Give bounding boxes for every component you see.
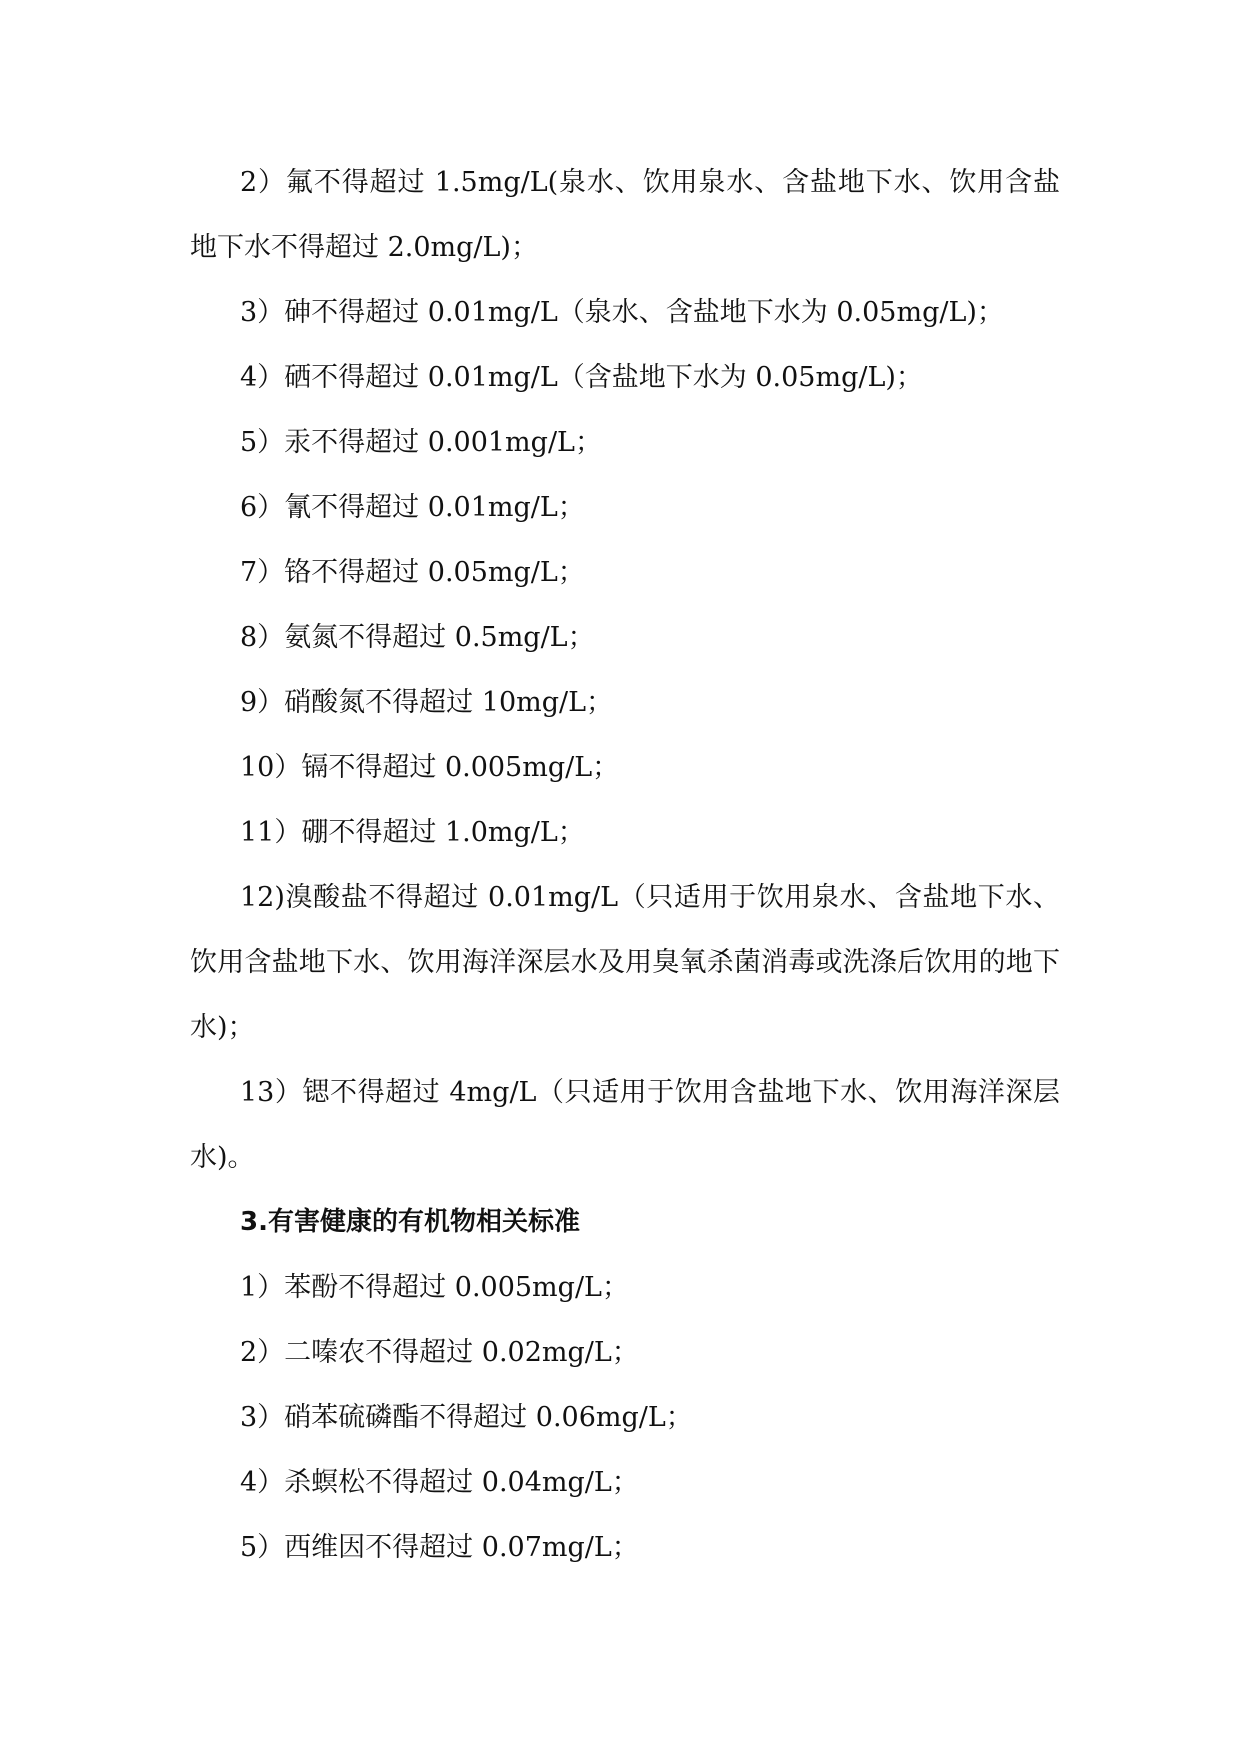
paragraph-chromium: 7）铬不得超过 0.05mg/L； — [240, 557, 585, 588]
paragraph-cadmium: 10）镉不得超过 0.005mg/L； — [240, 752, 620, 783]
paragraph-carbaryl: 5）西维因不得超过 0.07mg/L； — [240, 1532, 639, 1563]
paragraph-ammonia-nitrogen: 8）氨氮不得超过 0.5mg/L； — [240, 622, 595, 653]
document-page — [190, 150, 1060, 1580]
paragraph-strontium: 13）锶不得超过 4mg/L（只适用于饮用含盐地下水、饮用海洋深层水)。 — [190, 1077, 1060, 1173]
paragraph-diazinon: 2）二嗪农不得超过 0.02mg/L； — [240, 1337, 639, 1368]
paragraph-bromate: 12)溴酸盐不得超过 0.01mg/L（只适用于饮用泉水、含盐地下水、饮用含盐地下水、饮用海洋深层水及用臭氧杀菌消毒或洗涤后饮用的地下水)； — [190, 882, 1060, 1043]
paragraph-nitrophenyl-thiophosphate: 3）硝苯硫磷酯不得超过 0.06mg/L； — [240, 1402, 693, 1433]
paragraph-mercury: 5）汞不得超过 0.001mg/L； — [240, 427, 602, 458]
paragraph-fenitrothion: 4）杀螟松不得超过 0.04mg/L； — [240, 1467, 639, 1498]
paragraph-nitrate-nitrogen: 9）硝酸氮不得超过 10mg/L； — [240, 687, 614, 718]
paragraph-phenol: 1）苯酚不得超过 0.005mg/L； — [240, 1272, 629, 1303]
paragraph-arsenic: 3）砷不得超过 0.01mg/L（泉水、含盐地下水为 0.05mg/L)； — [240, 297, 1004, 328]
paragraph-selenium: 4）硒不得超过 0.01mg/L（含盐地下水为 0.05mg/L)； — [240, 362, 923, 393]
paragraph-fluoride: 2）氟不得超过 1.5mg/L(泉水、饮用泉水、含盐地下水、饮用含盐地下水不得超过 2.0mg/L)； — [190, 167, 1060, 263]
paragraph-cyanide: 6）氰不得超过 0.01mg/L； — [240, 492, 585, 523]
section-heading: 3.有害健康的有机物相关标准 — [240, 1207, 580, 1237]
paragraph-boron: 11）硼不得超过 1.0mg/L； — [240, 817, 585, 848]
